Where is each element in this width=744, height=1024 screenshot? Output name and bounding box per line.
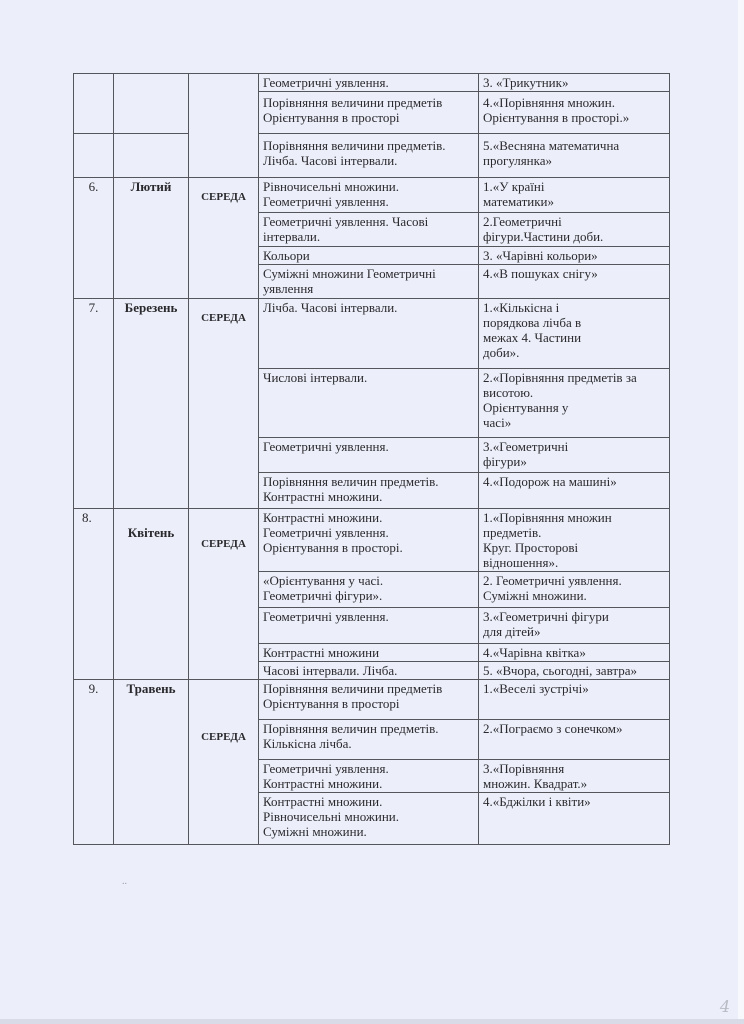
topic-cell: Геометричні уявлення. [259,438,479,473]
topic-cell: Геометричні уявлення. [259,608,479,644]
page-bottom-edge [0,1019,744,1024]
lesson-cell: 5.«Весняна математична прогулянка» [479,134,670,178]
topic-cell: Часові інтервали. Лічба. [259,662,479,680]
table-row [74,509,670,572]
lesson-cell: 1.«Веселі зустрічі» [479,680,670,720]
topic-cell: Числові інтервали. [259,369,479,438]
day-of-week: СЕРЕДА [189,680,259,845]
lesson-cell: 3.«Геометричні фігури» [479,438,670,473]
table-row [74,74,670,92]
topic-cell: Контрастні множини. Геометричні уявлення. Орієнтування в просторі. [259,509,479,572]
lesson-plan-table [73,73,670,845]
day-of-week: СЕРЕДА [189,178,259,299]
month-cell-empty [114,134,189,178]
lesson-cell: 1.«У країні математики» [479,178,670,213]
lesson-cell: 4.«Чарівна квітка» [479,644,670,662]
topic-cell: Порівняння величини предметів Орієнтування в просторі [259,680,479,720]
topic-cell: Порівняння величин предметів. Контрастні множини. [259,473,479,509]
topic-cell: Геометричні уявлення. Часові інтервали. [259,213,479,247]
lesson-cell: 1.«Порівняння множин предметів. Круг. Просторові відношення». [479,509,670,572]
topic-cell: Суміжні множини Геометричні уявлення [259,265,479,299]
lesson-cell: 4.«Подорож на машині» [479,473,670,509]
topic-cell: Геометричні уявлення. [259,74,479,92]
month-name: Квітень [114,509,189,680]
row-number: 7. [74,299,114,509]
row-number: 6. [74,178,114,299]
table-row [74,178,670,213]
num-cell-empty [74,74,114,134]
lesson-cell: 3.«Порівняння множин. Квадрат.» [479,760,670,793]
topic-cell: Порівняння величини предметів. Лічба. Часові інтервали. [259,134,479,178]
lesson-cell: 4.«Порівняння множин. Орієнтування в просторі.» [479,92,670,134]
topic-cell: Контрастні множини. Рівночисельні множини. Суміжні множини. [259,793,479,845]
lesson-cell: 4.«В пошуках снігу» [479,265,670,299]
day-cell-empty [189,74,259,178]
day-of-week: СЕРЕДА [189,299,259,509]
lesson-cell: 2.Геометричні фігури.Частини доби. [479,213,670,247]
topic-cell: Геометричні уявлення. Контрастні множини. [259,760,479,793]
topic-cell: Кольори [259,247,479,265]
topic-cell: Контрастні множини [259,644,479,662]
month-name: Березень [114,299,189,509]
day-of-week: СЕРЕДА [189,509,259,680]
lesson-cell: 1.«Кількісна і порядкова лічба в межах 4. Частини доби». [479,299,670,369]
topic-cell: Порівняння величин предметів. Кількісна лічба. [259,720,479,760]
month-name: Травень [114,680,189,845]
row-number: 9. [74,680,114,845]
num-cell-empty [74,134,114,178]
lesson-cell: 4.«Бджілки і квіти» [479,793,670,845]
table-row [74,134,670,178]
page-edge [738,0,744,1024]
lesson-cell: 3. «Трикутник» [479,74,670,92]
topic-cell: Рівночисельні множини. Геометричні уявлення. [259,178,479,213]
month-name: Лютий [114,178,189,299]
lesson-cell: 2.«Пограємо з сонечком» [479,720,670,760]
table-row [74,680,670,720]
lesson-cell: 2. Геометричні уявлення. Суміжні множини. [479,572,670,608]
table-row [74,299,670,369]
topic-cell: «Орієнтування у часі. Геометричні фігури». [259,572,479,608]
stray-mark: .. [122,876,127,887]
topic-cell: Порівняння величини предметів Орієнтування в просторі [259,92,479,134]
month-cell-empty [114,74,189,134]
lesson-cell: 2.«Порівняння предметів за висотою. Орієнтування у часі» [479,369,670,438]
lesson-cell: 3.«Геометричні фігури для дітей» [479,608,670,644]
lesson-cell: 5. «Вчора, сьогодні, завтра» [479,662,670,680]
lesson-cell: 3. «Чарівні кольори» [479,247,670,265]
row-number: 8. [74,509,114,680]
page-corner-mark: 4 [719,997,730,1016]
topic-cell: Лічба. Часові інтервали. [259,299,479,369]
